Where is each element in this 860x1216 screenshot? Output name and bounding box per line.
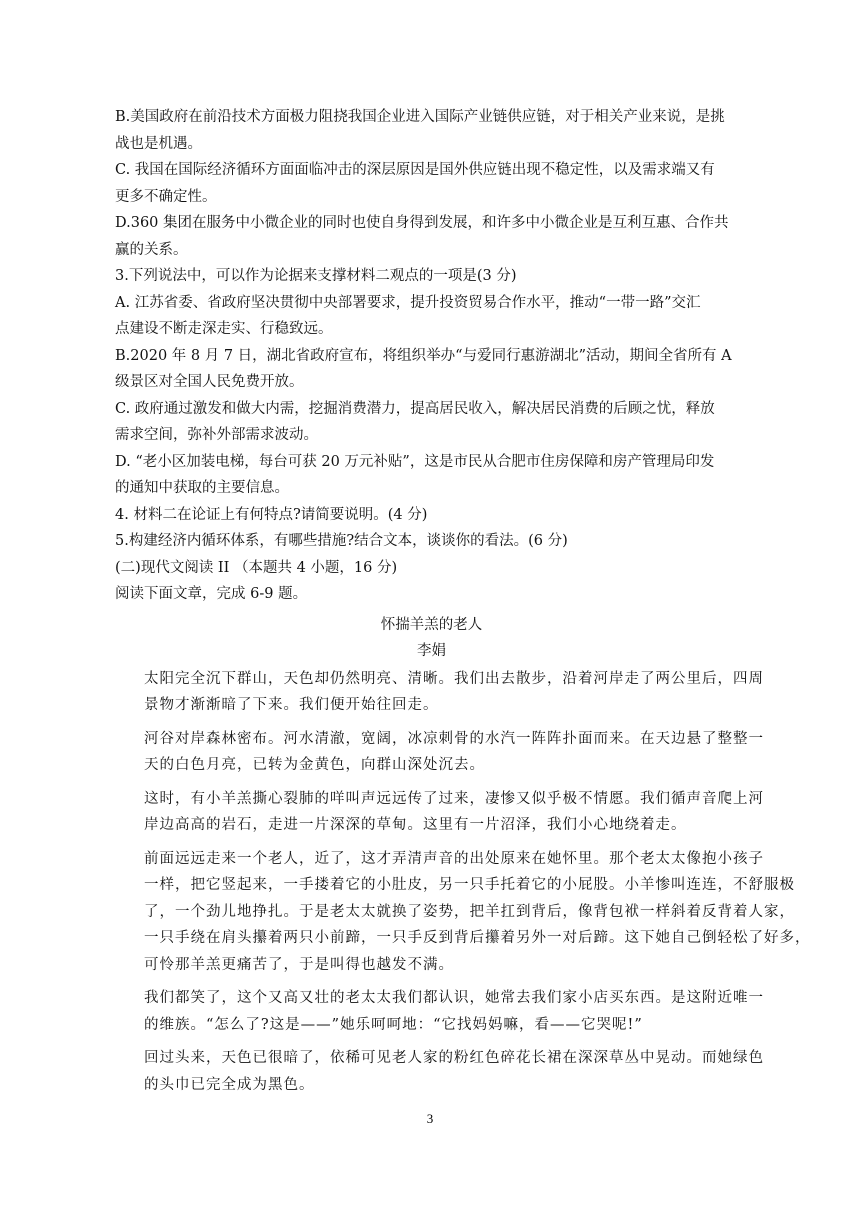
reading-instruction: 阅读下面文章，完成 6-9 题。 xyxy=(115,586,308,602)
q3-option-d: D. “老小区加装电梯，每台可获 20 万元补贴”，这是市民从合肥市住房保障和房产管理局印发 的通知中获取的主要信息。 xyxy=(115,453,715,496)
article-paragraph: 前面远远走来一个老人，近了，这才弄清声音的出处原来在她怀里。那个老太太像抱小孩子 一样，把它竖起来，一手搂着它的小肚皮，另一只手托着它的小屁股。小羊惨叫连连，不舒服极 了，一个劲儿地挣扎。于是老太太就换了姿势，把羊扛到背后，像背包袱一样斜着反背着人家， 一只手绕在肩头攥着两只小前蹄，一只手反到背后攥着另外一对后蹄。这下她自己倒轻松了好多， 可怜那羊羔更痛苦了，于是叫得也越发不满。 xyxy=(144,850,811,973)
article-title: 怀揣羊羔的老人 xyxy=(380,616,483,633)
q2-option-b: B.美国政府在前沿技术方面极力阻挠我国企业进入国际产业链供应链，对于相关产业来说，是挑 战也是机遇。 xyxy=(115,109,725,152)
q3-option-c: C. 政府通过激发和做大内需，挖掘消费潜力，提高居民收入，解决居民消费的后顾之忧，释放 需求空间，弥补外部需求波动。 xyxy=(115,400,715,443)
question-4: 4. 材料二在论证上有何特点?请简要说明。(4 分) xyxy=(115,506,428,523)
article-paragraph: 我们都笑了，这个又高又壮的老太太我们都认识，她常去我们家小店买东西。是这附近唯一 的维族。“怎么了?这是——”她乐呵呵地：“它找妈妈嘛，看——它哭呢!” xyxy=(144,990,764,1033)
article-paragraph: 太阳完全沉下群山，天色却仍然明亮、清晰。我们出去散步，沿着河岸走了两公里后，四周 景物才渐渐暗了下来。我们便开始往回走。 xyxy=(144,670,764,713)
question-3-stem: 3.下列说法中，可以作为论据来支撑材料二观点的一项是(3 分) xyxy=(115,268,517,284)
article-paragraph: 这时，有小羊羔撕心裂肺的咩叫声远远传了过来，凄惨又似乎极不情愿。我们循声音爬上河 岸边高高的岩石，走进一片深深的草甸。这里有一片沼泽，我们小心地绕着走。 xyxy=(144,790,764,833)
article-author: 李娟 xyxy=(417,643,446,659)
q3-option-a: A. 江苏省委、省政府坚决贯彻中央部署要求，提升投资贸易合作水平，推动“一带一路”交汇 点建设不断走深走实、行稳致远。 xyxy=(115,294,701,337)
article-paragraph: 河谷对岸森林密布。河水清澈，宽阔，冰凉刺骨的水汽一阵阵扑面而来。在天边悬了整整一 天的白色月亮，已转为金黄色，向群山深处沉去。 xyxy=(144,730,764,773)
q2-options xyxy=(115,104,748,263)
q2-option-d: D.360 集团在服务中小微企业的同时也使自身得到发展，和许多中小微企业是互利互惠、合作共 赢的关系。 xyxy=(115,215,729,258)
section-heading: (二)现代文阅读 II （本题共 4 小题，16 分) xyxy=(115,559,398,576)
article-body xyxy=(115,666,811,1099)
question-3 xyxy=(115,263,748,502)
question-5: 5.构建经济内循环体系，有哪些措施?结合文本，谈谈你的看法。(6 分) xyxy=(115,533,568,549)
article-paragraph: 回过头来，天色已很暗了，依稀可见老人家的粉红色碎花长裙在深深草丛中晃动。而她绿色 的头巾已完全成为黑色。 xyxy=(144,1050,764,1093)
q2-option-c: C. 我国在国际经济循环方面面临冲击的深层原因是国外供应链出现不稳定性，以及需求端又有 更多不确定性。 xyxy=(115,162,715,205)
page-number: 3 xyxy=(426,1111,434,1126)
q3-option-b: B.2020 年 8 月 7 日，湖北省政府宣布，将组织举办“与爱同行惠游湖北”活动，期间全省所有 A 级景区对全国人民免费开放。 xyxy=(115,347,732,390)
